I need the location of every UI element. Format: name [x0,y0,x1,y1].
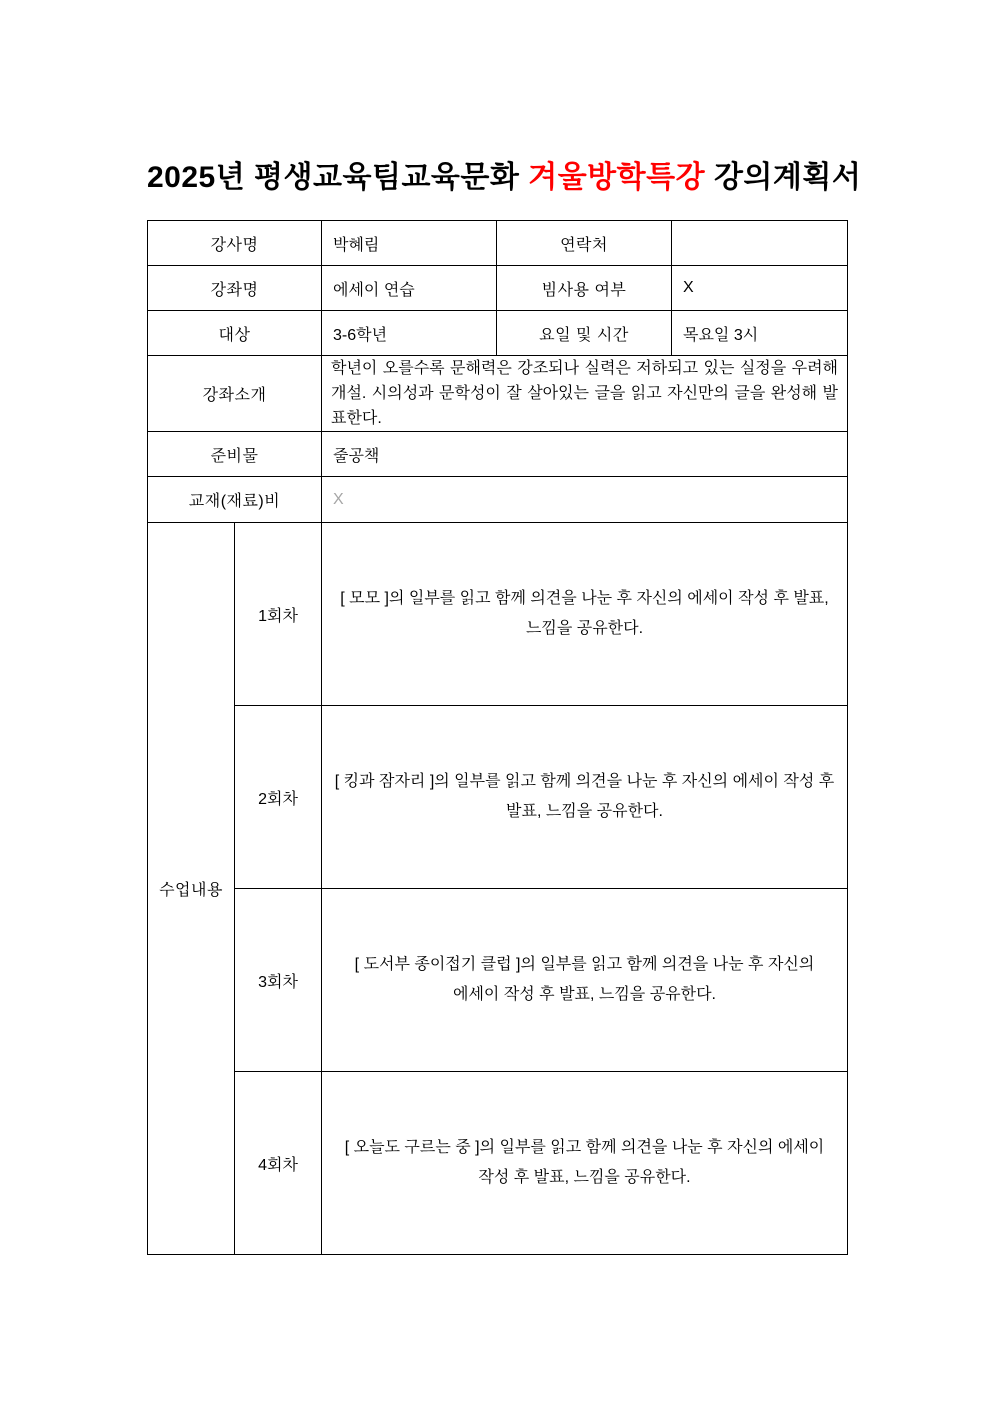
course-name-label: 강좌명 [148,266,322,311]
table-row-session-4 [148,1072,848,1255]
material-fee-label: 교재(재료)비 [148,477,322,523]
table-row-instructor [148,221,848,266]
day-time-label: 요일 및 시간 [497,311,672,356]
title-highlight: 겨울방학특강 [528,161,706,194]
session-2-content: [ 킹과 잠자리 ]의 일부를 읽고 함께 의견을 나눈 후 자신의 에세이 작성 후 발표, 느낌을 공유한다. [322,706,848,889]
session-2-number: 2회차 [235,706,322,889]
table-row-supplies [148,432,848,477]
lessons-section-label: 수업내용 [148,523,235,1255]
page-title [147,156,862,200]
title-text-left: 2025년 평생교육팀교육문화 [147,161,529,194]
table-row-target [148,311,848,356]
supplies-value: 줄공책 [322,432,848,477]
session-1-number: 1회차 [235,523,322,706]
contact-value [672,221,848,266]
lecture-plan-table [147,220,848,1255]
session-4-number: 4회차 [235,1072,322,1255]
course-name-value: 에세이 연습 [322,266,497,311]
instructor-name-value: 박혜림 [322,221,497,266]
table-row-session-3 [148,889,848,1072]
session-4-content: [ 오늘도 구르는 중 ]의 일부를 읽고 함께 의견을 나눈 후 자신의 에세이 작성 후 발표, 느낌을 공유한다. [322,1072,848,1255]
projector-use-label: 빔사용 여부 [497,266,672,311]
course-intro-value: 학년이 오를수록 문해력은 강조되나 실력은 저하되고 있는 실정을 우려해 개설. 시의성과 문학성이 잘 살아있는 글을 읽고 자신만의 글을 완성해 발표한다. [322,356,848,432]
table-row-session-2 [148,706,848,889]
day-time-value: 목요일 3시 [672,311,848,356]
session-3-content: [ 도서부 종이접기 클럽 ]의 일부를 읽고 함께 의견을 나눈 후 자신의 에세이 작성 후 발표, 느낌을 공유한다. [322,889,848,1072]
table-row-intro [148,356,848,432]
projector-use-value: X [672,266,848,311]
table-row-session-1 [148,523,848,706]
supplies-label: 준비물 [148,432,322,477]
session-3-number: 3회차 [235,889,322,1072]
instructor-name-label: 강사명 [148,221,322,266]
target-value: 3-6학년 [322,311,497,356]
course-intro-label: 강좌소개 [148,356,322,432]
table-row-course [148,266,848,311]
material-fee-value: X [322,477,848,523]
session-1-content: [ 모모 ]의 일부를 읽고 함께 의견을 나눈 후 자신의 에세이 작성 후 발표, 느낌을 공유한다. [322,523,848,706]
title-text-right: 강의계획서 [705,161,862,194]
table-row-fee [148,477,848,523]
target-label: 대상 [148,311,322,356]
lecture-plan-document [147,156,862,1255]
contact-label: 연락처 [497,221,672,266]
